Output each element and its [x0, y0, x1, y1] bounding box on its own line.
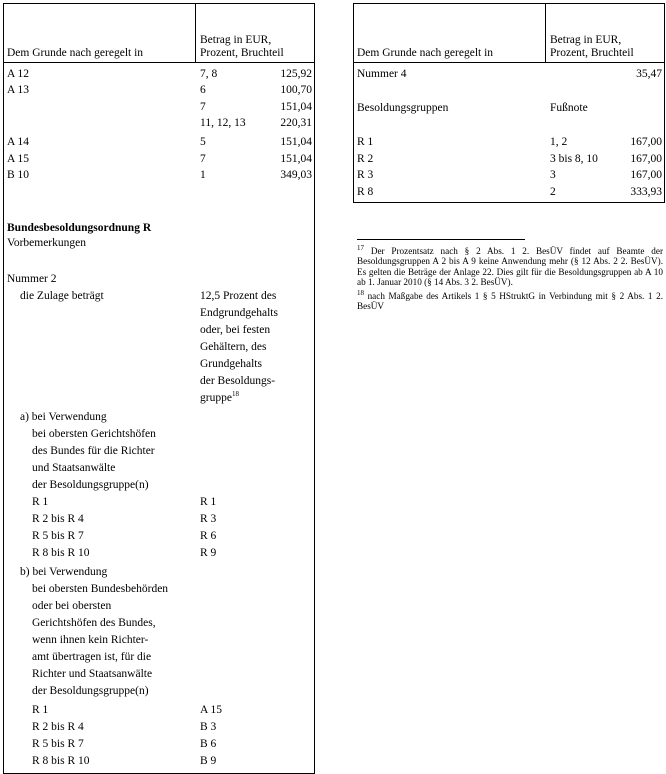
table-row-to: R 3 [200, 513, 217, 525]
table-row-amount: 100,70 [280, 84, 312, 96]
table-row-note: 2 [550, 186, 556, 198]
right-header-amount-line2: Prozent, Bruchteil [550, 47, 634, 59]
table-row-to: B 6 [200, 738, 217, 750]
table-row-amount: 151,04 [280, 136, 312, 148]
table-row-grade: A 15 [7, 153, 30, 165]
table-row-grade: R 1 [357, 136, 374, 148]
left-table-column-divider [195, 3, 196, 62]
table-row-from: R 5 bis R 7 [32, 738, 84, 750]
table-row-note: 1 [200, 169, 206, 181]
footnote-ref: 18 [231, 390, 239, 399]
table-row-amount: 333,93 [630, 186, 662, 198]
table-row-from: R 8 bis R 10 [32, 755, 90, 767]
left-header-grounds: Dem Grunde nach geregelt in [7, 47, 144, 59]
nummer4-amount: 35,47 [636, 68, 662, 80]
table-row-grade: R 2 [357, 153, 374, 165]
table-row-note: 6 [200, 84, 206, 96]
table-row-amount: 151,04 [280, 153, 312, 165]
subheader-footnote: Fußnote [550, 102, 588, 114]
table-row-grade: R 8 [357, 186, 374, 198]
footnote-number: 17 [357, 243, 364, 252]
section-title: Bundesbesoldungsordnung R [7, 222, 152, 234]
right-header-grounds: Dem Grunde nach geregelt in [357, 47, 494, 59]
table-row-note: 3 bis 8, 10 [550, 153, 598, 165]
table-row-note: 3 [550, 169, 556, 181]
footnote-17 [357, 243, 663, 288]
table-row-note: 5 [200, 136, 206, 148]
table-row-to: R 1 [200, 496, 217, 508]
footnote-separator [357, 239, 525, 240]
table-row-to: A 15 [200, 704, 223, 716]
table-row-note: 1, 2 [550, 136, 568, 148]
left-header-amount-line1: Betrag in EUR, [200, 34, 272, 46]
table-row-amount: 220,31 [280, 117, 312, 129]
table-row-note: 7 [200, 153, 206, 165]
section-subtitle: Vorbemerkungen [7, 237, 86, 249]
table-row-to: B 9 [200, 755, 217, 767]
left-table-header-divider [3, 62, 315, 63]
right-table-column-divider [545, 3, 546, 62]
table-row-note: 11, 12, 13 [200, 117, 246, 129]
table-row-to: R 6 [200, 530, 217, 542]
table-row-amount: 167,00 [630, 169, 662, 181]
table-row-from: R 2 bis R 4 [32, 721, 84, 733]
table-row-from: R 8 bis R 10 [32, 547, 90, 559]
table-row-amount: 349,03 [280, 169, 312, 181]
table-row-from: R 1 [32, 496, 49, 508]
table-row-amount: 167,00 [630, 136, 662, 148]
table-row-note: 7 [200, 101, 206, 113]
table-row-amount: 151,04 [280, 101, 312, 113]
table-row-to: B 3 [200, 721, 217, 733]
table-row-grade: R 3 [357, 169, 374, 181]
nummer4-label: Nummer 4 [357, 68, 407, 80]
table-row-to: R 9 [200, 547, 217, 559]
table-row-note: 7, 8 [200, 68, 218, 80]
footnote-text: nach Maßgabe des Artikels 1 § 5 HStruktG in Verbindung mit § 2 Abs. 1 2. BesÜV [357, 291, 663, 312]
table-row-grade: A 14 [7, 136, 30, 148]
right-header-amount-line1: Betrag in EUR, [550, 34, 622, 46]
table-row-grade: A 12 [7, 68, 30, 80]
table-row-amount: 125,92 [280, 68, 312, 80]
table-row-amount: 167,00 [630, 153, 662, 165]
footnote-text: Der Prozentsatz nach § 2 Abs. 1 2. BesÜV findet auf Beamte der Besoldungsgruppen A 2 bis A 9 keine Anwendung mehr (§ 12 Abs. 2 2. BesÜV). Es gelten die Beträge der Anlage 22. Dies gilt für die Besoldungsgruppen ab A 10 ab 1. Januar 2010 (§ 14 Abs. 3 2. BesÜV). [357, 246, 663, 288]
zulage-label: die Zulage beträgt [20, 290, 104, 302]
footnote-18 [357, 288, 663, 312]
subheader-groups: Besoldungsgruppen [357, 102, 449, 114]
table-row-grade: B 10 [7, 169, 30, 181]
right-table-header-divider [353, 62, 665, 63]
table-row-from: R 5 bis R 7 [32, 530, 84, 542]
left-header-amount-line2: Prozent, Bruchteil [200, 47, 284, 59]
table-row-from: R 1 [32, 704, 49, 716]
number-label: Nummer 2 [7, 273, 57, 285]
footnote-number: 18 [357, 288, 364, 297]
table-row-from: R 2 bis R 4 [32, 513, 84, 525]
table-row-grade: A 13 [7, 84, 30, 96]
